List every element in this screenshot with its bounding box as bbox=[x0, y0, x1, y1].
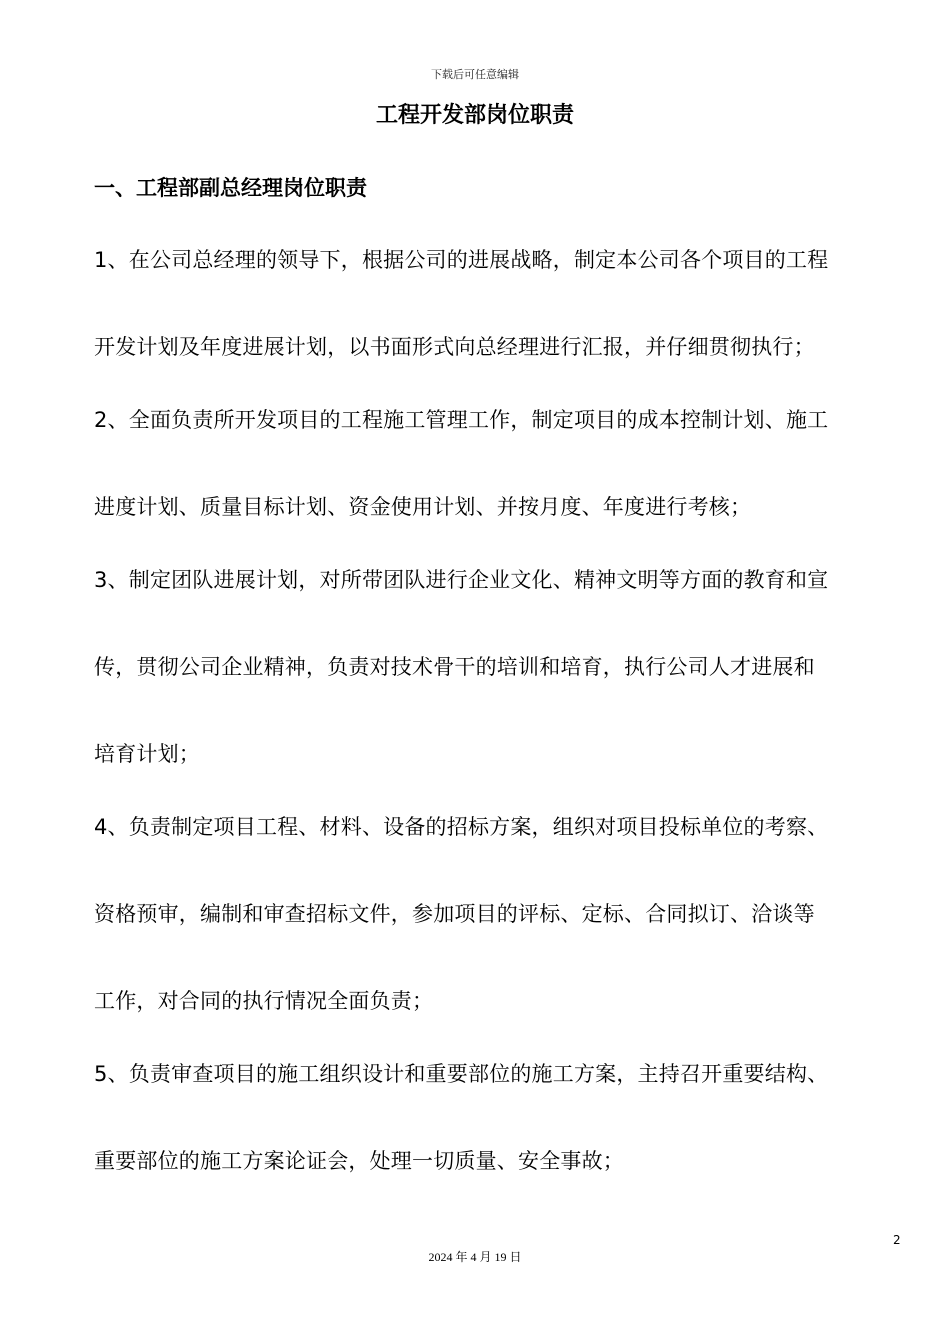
body-line: 培育计划； bbox=[94, 742, 200, 766]
body-line: 工作，对合同的执行情况全面负责； bbox=[94, 989, 434, 1013]
body-line: 开发计划及年度进展计划，以书面形式向总经理进行汇报，并仔细贯彻执行； bbox=[94, 335, 815, 359]
body-line: 3、制定团队进展计划，对所带团队进行企业文化、精神文明等方面的教育和宣 bbox=[94, 568, 829, 592]
header-note: 下载后可任意编辑 bbox=[431, 68, 519, 81]
section-heading: 一、工程部副总经理岗位职责 bbox=[94, 176, 367, 200]
body-line: 资格预审，编制和审查招标文件，参加项目的评标、定标、合同拟订、洽谈等 bbox=[94, 902, 815, 926]
body-line: 传，贯彻公司企业精神，负责对技术骨干的培训和培育，执行公司人才进展和 bbox=[94, 655, 815, 679]
body-line: 5、负责审查项目的施工组织设计和重要部位的施工方案，主持召开重要结构、 bbox=[94, 1062, 829, 1086]
page-number: 2 bbox=[893, 1233, 901, 1247]
body-line: 2、全面负责所开发项目的工程施工管理工作，制定项目的成本控制计划、施工 bbox=[94, 408, 829, 432]
body-line: 4、负责制定项目工程、材料、设备的招标方案，组织对项目投标单位的考察、 bbox=[94, 815, 829, 839]
body-line: 1、在公司总经理的领导下，根据公司的进展战略，制定本公司各个项目的工程 bbox=[94, 248, 829, 272]
footer-date: 2024 年 4 月 19 日 bbox=[428, 1250, 522, 1264]
document-title: 工程开发部岗位职责 bbox=[375, 103, 574, 128]
body-line: 进度计划、质量目标计划、资金使用计划、并按月度、年度进行考核； bbox=[94, 495, 752, 519]
body-line: 重要部位的施工方案论证会，处理一切质量、安全事故； bbox=[94, 1149, 624, 1173]
